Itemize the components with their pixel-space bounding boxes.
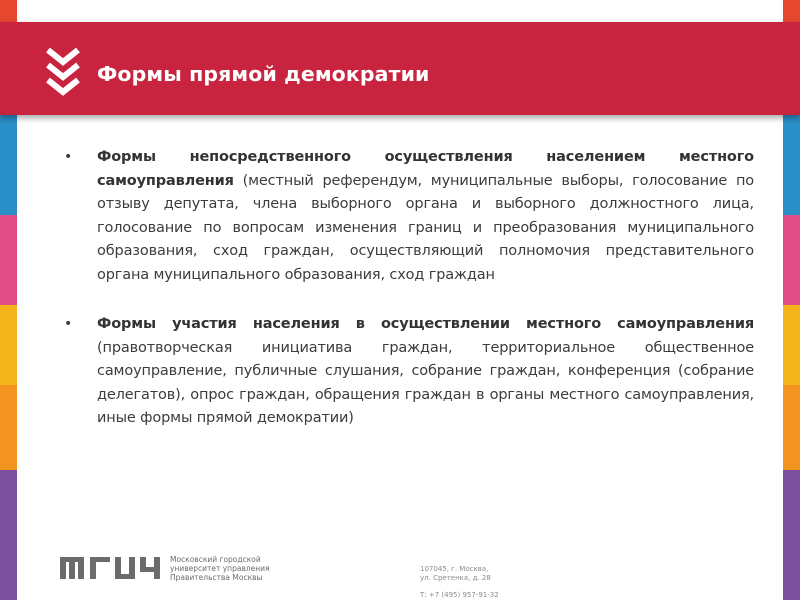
bullet-heading: Формы непосредственного осуществления населением местного самоуправления bbox=[97, 149, 754, 189]
organization-name: Московский городской университет управления Правительства Москвы bbox=[170, 555, 270, 582]
bullet-list bbox=[64, 146, 754, 431]
triple-chevron-down-icon bbox=[46, 46, 80, 96]
list-item bbox=[64, 146, 754, 287]
bullet-heading: Формы участия населения в осуществлении местного самоуправления bbox=[97, 316, 754, 332]
university-logo bbox=[60, 555, 162, 581]
list-item bbox=[64, 313, 754, 431]
page-title: Формы прямой демократии bbox=[97, 62, 430, 86]
bullet-text: (местный референдум, муниципальные выборы, голосование по отзыву депутата, члена выборного органа и выборного должностного лица, голосование по вопросам изменения границ и преобразования муниципального образования, сход граждан, осуществляющий полномочия представительного органа муниципального образования, сход граждан bbox=[97, 172, 754, 283]
bullet-text: (правотворческая инициатива граждан, территориальное общественное самоуправление, публичные слушания, собрание граждан, конференция (собрание делегатов), опрос граждан, обращения граждан в органы местного самоуправления, иные формы прямой демократии) bbox=[97, 339, 754, 426]
phone-number: Т: +7 (495) 957-91-32 bbox=[420, 591, 499, 599]
bullet-icon: • bbox=[64, 149, 73, 165]
bullet-icon: • bbox=[64, 316, 73, 332]
address: 107045, г. Москва, ул. Сретенка, д. 28 bbox=[420, 565, 491, 582]
header-band bbox=[0, 22, 800, 115]
